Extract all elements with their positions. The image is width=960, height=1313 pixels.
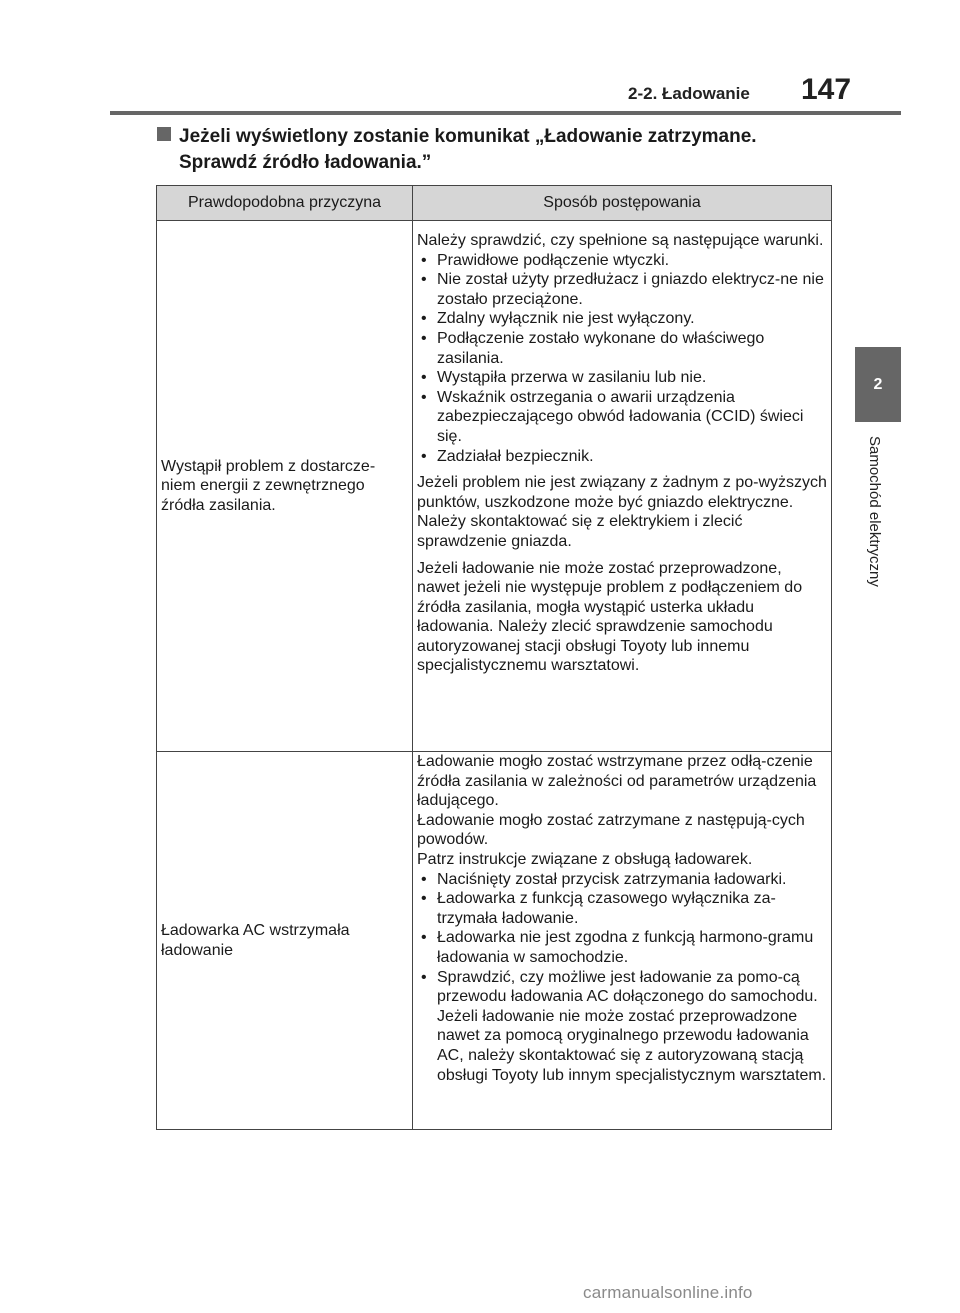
list-item: • Naciśnięty został przycisk zatrzymania ładowarki. [417, 870, 827, 890]
action-intro: Ładowanie mogło zostać wstrzymane przez odłą-czenie źródła zasilania w zależności od parametrów urządzenia ładującego. [417, 753, 817, 810]
list-item: • Ładowarka z funkcją czasowego wyłącznika za-trzymała ładowanie. [417, 889, 827, 928]
table-row [157, 221, 832, 752]
square-bullet-icon [157, 127, 171, 141]
action-intro: Należy sprawdzić, czy spełnione są następujące warunki. [417, 232, 824, 249]
page-number: 147 [801, 73, 852, 106]
action-intro: Patrz instrukcje związane z obsługą ładowarek. [417, 850, 753, 868]
condition-list [417, 251, 827, 467]
list-item: • Prawidłowe podłączenie wtyczki. [417, 251, 827, 271]
list-item: • Wskaźnik ostrzegania o awarii urządzenia zabezpieczającego obwód ładowania (CCID) świeci się. [417, 388, 827, 447]
list-item: • Zdalny wyłącznik nie jest wyłączony. [417, 309, 827, 329]
list-item: • Zadziałał bezpiecznik. [417, 447, 827, 467]
list-item: • Nie został użyty przedłużacz i gniazdo elektrycz-ne nie zostało przeciążone. [417, 270, 827, 309]
action-intro: Ładowanie mogło zostać zatrzymane z następują-cych powodów. [417, 811, 805, 849]
watermark: carmanualsonline.info [583, 1283, 753, 1302]
action-cell [413, 221, 832, 752]
heading-line-1: Jeżeli wyświetlony zostanie komunikat „Ładowanie zatrzymane. [179, 126, 757, 147]
column-header-action: Sposób postępowania [413, 186, 832, 221]
table-header-row [157, 186, 832, 221]
heading-line-2: Sprawdź źródło ładowania.” [179, 152, 432, 173]
reason-list [417, 870, 827, 1086]
action-paragraph: Jeżeli problem nie jest związany z żadnym z po-wyższych punktów, uszkodzone może być gniazdo elektryczne. Należy skontaktować się z elektrykiem i zlecić sprawdzenie gniazda. [417, 474, 827, 550]
action-paragraph: Jeżeli ładowanie nie może zostać przeprowadzone, nawet jeżeli nie występuje problem z podłączeniem do źródła zasilania, mogła wystąpić usterka układu ładowania. Należy zlecić sprawdzenie samochodu autoryzowanej stacji obsługi Toyoty lub innemu specjalistycznemu warsztatowi. [417, 559, 803, 675]
message-heading [157, 124, 837, 176]
cause-cell: Ładowarka AC wstrzymała ładowanie [157, 752, 413, 1130]
section-title: 2-2. Ładowanie [628, 84, 750, 103]
header-divider [110, 111, 901, 115]
cause-action-table [156, 185, 832, 1130]
list-item: • Wystąpiła przerwa w zasilaniu lub nie. [417, 368, 827, 388]
list-item: • Sprawdzić, czy możliwe jest ładowanie za pomo-cą przewodu ładowania AC dołączonego do samochodu. Jeżeli ładowanie nie może zostać przeprowadzone nawet za pomocą oryginalnego przewodu ładowania AC, należy skontaktować się z autoryzowaną stacją obsługi Toyoty lub innym specjalistycznym warsztatem. [417, 968, 827, 1086]
chapter-label: Samochód elektryczny [866, 436, 883, 587]
action-cell [413, 752, 832, 1130]
chapter-tab [855, 347, 901, 422]
list-item: • Ładowarka nie jest zgodna z funkcją harmono-gramu ładowania w samochodzie. [417, 928, 827, 967]
table-row [157, 752, 832, 1130]
chapter-number: 2 [873, 375, 883, 393]
list-item: • Podłączenie zostało wykonane do właściwego zasilania. [417, 329, 827, 368]
column-header-cause: Prawdopodobna przyczyna [157, 186, 413, 221]
cause-cell: Wystąpił problem z dostarcze-niem energii z zewnętrznego źródła zasilania. [157, 221, 413, 752]
